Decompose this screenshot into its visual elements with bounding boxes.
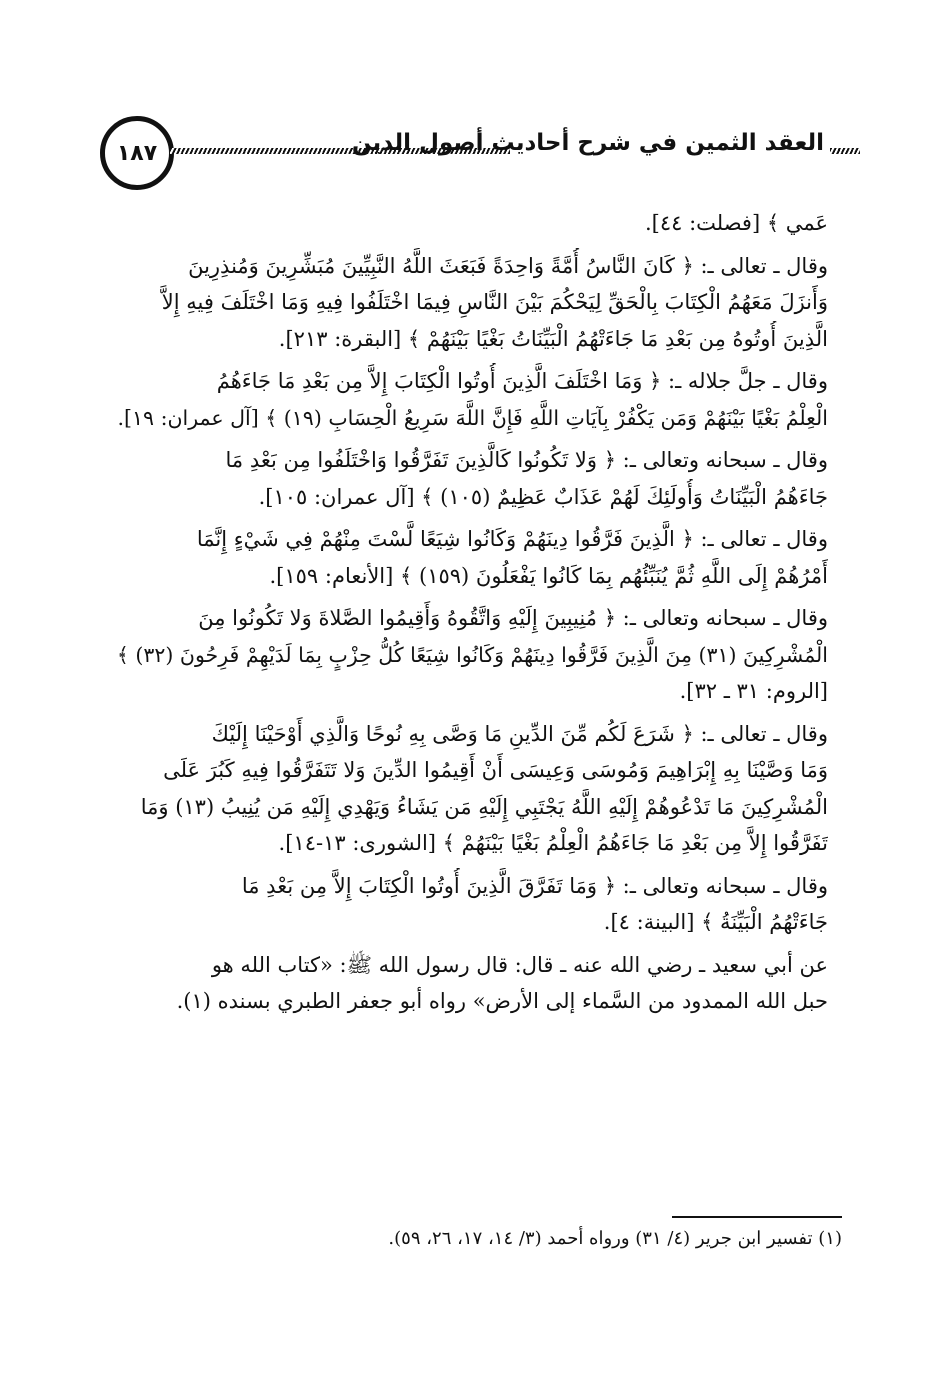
page-number: ١٨٧ <box>100 116 174 190</box>
text-line: عَمي ﴾ [فصلت: ٤٤]. <box>644 211 828 235</box>
text-line: الْمُشْرِكِينَ مَا تَدْعُوهُمْ إِلَيْهِ اللَّهُ يَجْتَبِي إِلَيْهِ مَن يَشَاءُ وَيَهْدِي إِلَيْهِ مَن يُنِيبُ (١٣) وَمَا <box>140 794 828 819</box>
header-ornament <box>830 148 860 154</box>
text-line: وقال ـ تعالى ـ: ﴿ الَّذِينَ فَرَّقُوا دِينَهُمْ وَكَانُوا شِيَعًا لَّسْتَ مِنْهُمْ فِي شَيْءٍ إِنَّمَا <box>196 527 828 551</box>
text-line: [الروم: ٣١ ـ ٣٢]. <box>679 679 828 703</box>
text-line: عن أبي سعيد ـ رضي الله عنه ـ قال: قال رسول الله ﷺ: «كتاب الله هو <box>211 952 828 977</box>
text-line: الَّذِينَ أُوتُوهُ مِن بَعْدِ مَا جَاءَتْهُمُ الْبَيِّنَاتُ بَغْيًا بَيْنَهُمْ ﴾ [البقرة: ٢١٣]. <box>278 326 828 351</box>
footnote: (١) تفسير ابن جرير (٤/ ٣١) ورواه أحمد (٣/ ١٤، ١٧، ٢٦، ٥٩). <box>388 1228 842 1249</box>
page-header <box>100 112 860 212</box>
text-line: وَأَنزَلَ مَعَهُمُ الْكِتَابَ بِالْحَقِّ لِيَحْكُمَ بَيْنَ النَّاسِ فِيمَا اخْتَلَفُوا فِيهِ وَمَا اخْتَلَفَ فِيهِ إِلاَّ <box>161 290 828 314</box>
footnote-separator <box>672 1216 842 1218</box>
text-line: الْمُشْرِكِينَ (٣١) مِنَ الَّذِينَ فَرَّقُوا دِينَهُمْ وَكَانُوا شِيَعًا كُلُّ حِزْبٍ بِمَا لَدَيْهِمْ فَرِحُونَ (٣٢) ﴾ <box>116 642 828 667</box>
text-line: الْعِلْمُ بَغْيًا بَيْنَهُمْ وَمَن يَكْفُرْ بِآيَاتِ اللَّهِ فَإِنَّ اللَّهَ سَرِيعُ الْحِسَابِ (١٩) ﴾ [آل عمران: ١٩]. <box>117 405 828 430</box>
text-line: حبل الله الممدود من السَّماء إلى الأرض» رواه أبو جعفر الطبري بسنده (١). <box>176 989 828 1013</box>
text-line: جَاءَتْهُمُ الْبَيِّنَةُ ﴾ [البينة: ٤]. <box>603 910 828 934</box>
text-line: أَمْرُهُمْ إِلَى اللَّهِ ثُمَّ يُنَبِّئُهُم بِمَا كَانُوا يَفْعَلُونَ (١٥٩) ﴾ [الأنعام: ١٥٩]. <box>269 563 828 588</box>
running-title: العقد الثمين في شرح أحاديث أصول الدين <box>351 130 824 156</box>
text-line: وَمَا وَصَّيْنَا بِهِ إِبْرَاهِيمَ وَمُوسَى وَعِيسَى أَنْ أَقِيمُوا الدِّينَ وَلا تَتَفَرَّقُوا فِيهِ كَبُرَ عَلَى <box>163 758 828 782</box>
text-line: وقال ـ سبحانه وتعالى ـ: ﴿ مُنِيبِينَ إِلَيْهِ وَاتَّقُوهُ وَأَقِيمُوا الصَّلاةَ وَلا تَكُونُوا مِنَ <box>198 606 828 630</box>
main-text <box>108 205 828 1020</box>
text-line: وقال ـ جلَّ جلاله ـ: ﴿ وَمَا اخْتَلَفَ الَّذِينَ أُوتُوا الْكِتَابَ إِلاَّ مِن بَعْدِ مَا جَاءَهُمُ <box>216 369 828 393</box>
text-line: تَفَرَّقُوا إِلاَّ مِن بَعْدِ مَا جَاءَهُمُ الْعِلْمُ بَغْيًا بَيْنَهُمْ ﴾ [الشورى: ١٣-١٤]. <box>278 831 828 855</box>
text-line: وقال ـ تعالى ـ: ﴿ شَرَعَ لَكُم مِّنَ الدِّينِ مَا وَصَّى بِهِ نُوحًا وَالَّذِي أَوْحَيْنَا إِلَيْكَ <box>211 721 828 746</box>
text-line: وقال ـ سبحانه وتعالى ـ: ﴿ وَمَا تَفَرَّقَ الَّذِينَ أُوتُوا الْكِتَابَ إِلاَّ مِن بَعْدِ مَا <box>241 873 828 898</box>
text-line: وقال ـ سبحانه وتعالى ـ: ﴿ وَلا تَكُونُوا كَالَّذِينَ تَفَرَّقُوا وَاخْتَلَفُوا مِن بَعْدِ مَا <box>225 448 828 472</box>
text-line: وقال ـ تعالى ـ: ﴿ كَانَ النَّاسُ أُمَّةً وَاحِدَةً فَبَعَثَ اللَّهُ النَّبِيِّينَ مُبَشِّرِينَ وَمُنذِرِينَ <box>188 253 828 278</box>
text-line: جَاءَهُمُ الْبَيِّنَاتُ وَأُولَئِكَ لَهُمْ عَذَابٌ عَظِيمٌ (١٠٥) ﴾ [آل عمران: ١٠٥]. <box>258 484 828 509</box>
